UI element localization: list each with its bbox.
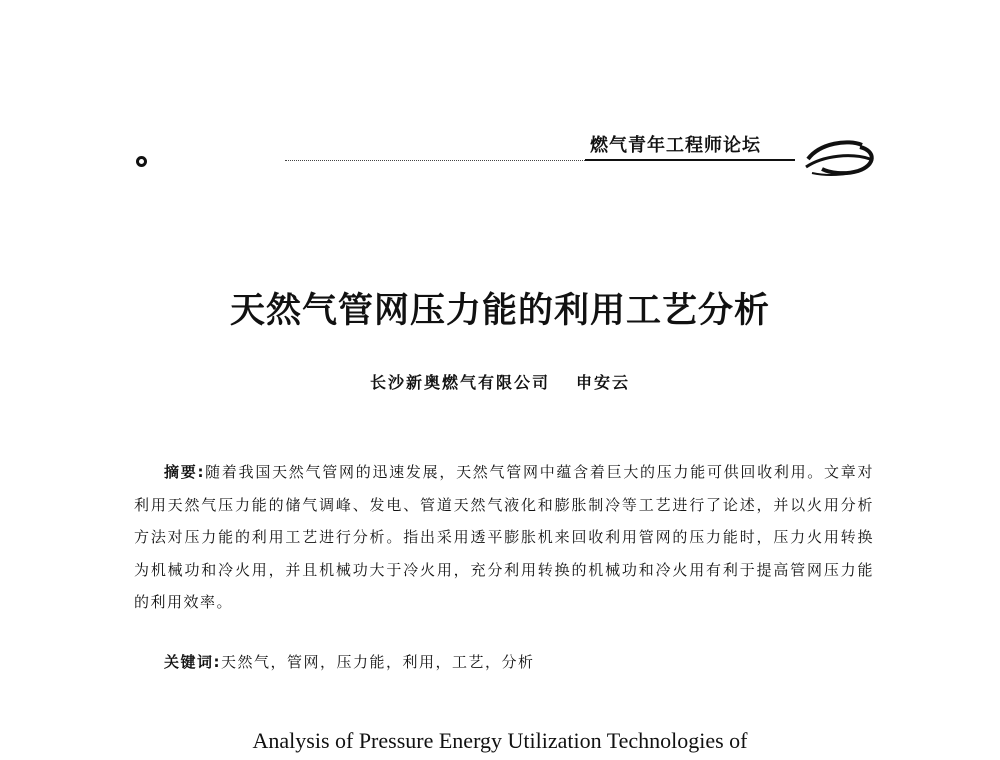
byline bbox=[0, 370, 1000, 393]
english-title: Analysis of Pressure Energy Utilization Technologies of bbox=[252, 728, 748, 753]
column-name: 燃气青年工程师论坛 bbox=[590, 135, 761, 156]
author-name: 申安云 bbox=[576, 373, 631, 392]
header-solid-rule bbox=[585, 159, 795, 161]
keywords-label: 关键词: bbox=[164, 653, 221, 671]
abstract-text: 随着我国天然气管网的迅速发展，天然气管网中蕴含着巨大的压力能可供回收利用。文章对利用天然气压力能的储气调峰、发电、管道天然气液化和膨胀制冷等工艺进行了论述，并以火用分析方法对压力能的利用工艺进行分析。指出采用透平膨胀机来回收利用管网的压力能时，压力火用转换为机械功和冷火用，并且机械功大于冷火用，充分利用转换的机械功和冷火用有利于提高管网压力能的利用效率。 bbox=[134, 463, 874, 611]
article-title: 天然气管网压力能的利用工艺分析 bbox=[229, 290, 770, 331]
keywords-text: 天然气，管网，压力能，利用，工艺，分析 bbox=[221, 653, 535, 671]
keywords bbox=[164, 651, 535, 672]
affiliation: 长沙新奥燃气有限公司 bbox=[369, 373, 550, 392]
header-bullet-icon bbox=[136, 156, 147, 167]
header-dotted-rule bbox=[285, 160, 585, 161]
journal-logo-icon bbox=[800, 137, 880, 177]
abstract-label: 摘要: bbox=[164, 463, 205, 481]
abstract bbox=[134, 456, 874, 619]
